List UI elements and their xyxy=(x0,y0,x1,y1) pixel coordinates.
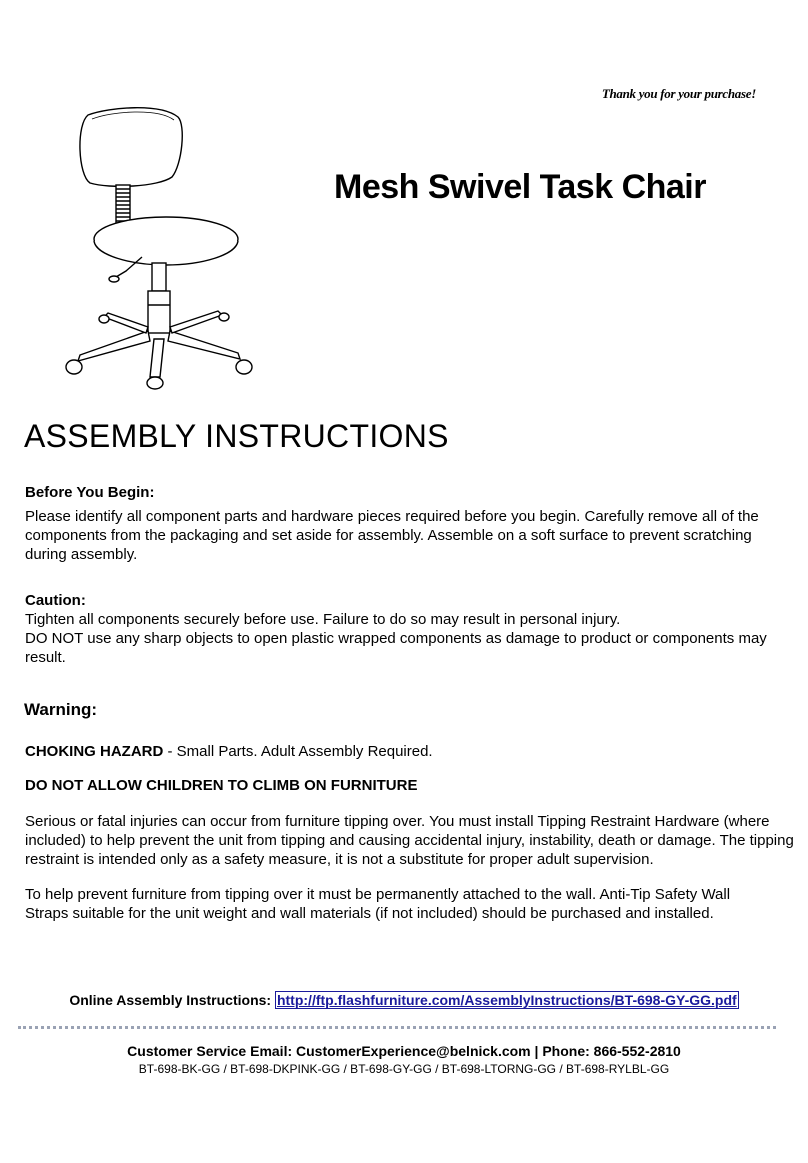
choking-hazard-label: CHOKING HAZARD xyxy=(25,743,164,760)
online-instructions-link[interactable]: http://ftp.flashfurniture.com/AssemblyInstructions/BT-698-GY-GG.pdf xyxy=(276,992,737,1008)
tipping-warning-paragraph: Serious or fatal injuries can occur from furniture tipping over. You must install Tipping Restraint Hardware (where included) to help prevent the unit from tipping and causing accidental injury, instability, death or damage. The tipping restraint is intended only as a safety measure, it is not a substitute for proper adult supervision. xyxy=(25,813,794,868)
model-numbers: BT-698-BK-GG / BT-698-DKPINK-GG / BT-698-GY-GG / BT-698-LTORNG-GG / BT-698-RYLBL-GG xyxy=(138,1062,670,1076)
dotted-divider xyxy=(18,1026,776,1029)
chair-illustration xyxy=(50,105,270,390)
assembly-instructions-heading: ASSEMBLY INSTRUCTIONS xyxy=(24,418,449,454)
warning-heading: Warning: xyxy=(24,700,98,719)
choking-hazard-line xyxy=(25,743,433,760)
before-you-begin-section xyxy=(25,484,795,564)
before-you-begin-text: Please identify all component parts and hardware pieces required before you begin. Carefully remove all of the components from the packaging and set aside for assembly. Assemble on a soft surface to prevent scratching during assembly. xyxy=(25,508,759,563)
anti-tip-paragraph: To help prevent furniture from tipping over it must be permanently attached to the wall. Anti-Tip Safety Wall Straps suitable for the unit weight and wall materials (if not included) should be purchased and installed. xyxy=(25,886,731,922)
before-you-begin-heading: Before You Begin: xyxy=(25,484,155,501)
customer-service-contact: Customer Service Email: CustomerExperience@belnick.com | Phone: 866-552-2810 xyxy=(127,1043,681,1059)
online-instructions-label: Online Assembly Instructions: xyxy=(69,992,275,1008)
caution-section xyxy=(25,592,795,667)
product-title: Mesh Swivel Task Chair xyxy=(334,168,706,206)
caution-heading: Caution: xyxy=(25,592,86,609)
online-instructions-line xyxy=(0,992,808,1008)
climb-warning: DO NOT ALLOW CHILDREN TO CLIMB ON FURNITURE xyxy=(25,777,418,794)
thank-you-note: Thank you for your purchase! xyxy=(601,86,756,101)
caution-line-1: Tighten all components securely before use. Failure to do so may result in personal injury. xyxy=(25,611,621,628)
caution-line-2: DO NOT use any sharp objects to open plastic wrapped components as damage to product or components may result. xyxy=(25,630,767,666)
choking-hazard-text: - Small Parts. Adult Assembly Required. xyxy=(163,743,433,760)
